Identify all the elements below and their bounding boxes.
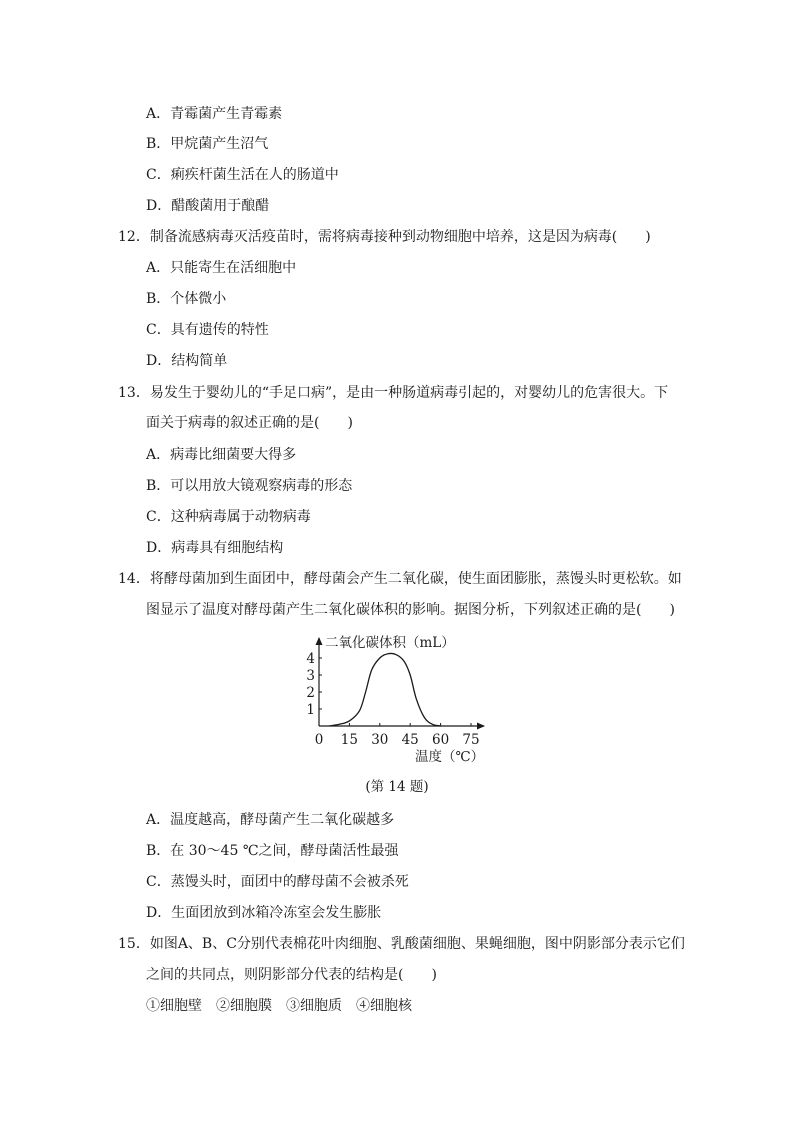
q11-option-d: D．醋酸菌用于酿醋 bbox=[146, 198, 270, 214]
y-tick-label: 2 bbox=[306, 685, 315, 701]
q11-option-c: C．痢疾杆菌生活在人的肠道中 bbox=[146, 167, 339, 183]
co2-temperature-chart bbox=[300, 628, 500, 770]
x-tick-label: 45 bbox=[401, 732, 419, 748]
q13-option-d: D．病毒具有细胞结构 bbox=[146, 540, 284, 556]
x-axis-arrow bbox=[477, 723, 485, 730]
q13-option-a: A．病毒比细菌要大得多 bbox=[146, 447, 297, 463]
y-tick-label: 1 bbox=[306, 702, 315, 718]
x-tick-label: 0 bbox=[314, 732, 324, 748]
x-tick-label: 75 bbox=[462, 732, 480, 748]
x-tick-label: 15 bbox=[340, 732, 358, 748]
chart-xlabel: 温度（℃） bbox=[415, 749, 485, 765]
q12-option-a: A．只能寄生在活细胞中 bbox=[146, 260, 297, 276]
q13-option-b: B．可以用放大镜观察病毒的形态 bbox=[146, 478, 353, 494]
q13-stem-line2: 面关于病毒的叙述正确的是( ) bbox=[146, 415, 353, 431]
q12-stem: 12．制备流感病毒灭活疫苗时，需将病毒接种到动物细胞中培养，这是因为病毒( ) bbox=[118, 229, 651, 245]
q13-stem-line1: 13．易发生于婴幼儿的“手足口病”，是由一种肠道病毒引起的，对婴幼儿的危害很大。下 bbox=[118, 385, 669, 401]
q14-stem-line2: 图显示了温度对酵母菌产生二氧化碳体积的影响。据图分析，下列叙述正确的是( ) bbox=[146, 602, 675, 618]
q14-option-c: C．蒸馒头时，面团中的酵母菌不会被杀死 bbox=[146, 874, 409, 890]
q14-option-a: A．温度越高，酵母菌产生二氧化碳越多 bbox=[146, 812, 395, 828]
chart-ticks bbox=[306, 651, 479, 748]
q11-option-a: A．青霉菌产生青霉素 bbox=[146, 106, 283, 122]
chart-lines bbox=[329, 653, 440, 726]
q14-option-b: B．在 30～45 ℃之间，酵母菌活性最强 bbox=[146, 843, 399, 859]
series-line-co2 bbox=[329, 653, 440, 726]
y-tick-label: 4 bbox=[306, 651, 315, 667]
q13-option-c: C．这种病毒属于动物病毒 bbox=[146, 509, 311, 525]
q14-figure-caption: (第 14 题) bbox=[365, 779, 429, 795]
q15-stem-line2: 之间的共同点，则阴影部分代表的结构是( ) bbox=[146, 967, 437, 983]
q12-option-b: B．个体微小 bbox=[146, 291, 227, 307]
q14-option-d: D．生面团放到冰箱冷冻室会发生膨胀 bbox=[146, 905, 382, 921]
y-tick-label: 3 bbox=[306, 668, 315, 684]
q14-stem-line1: 14．将酵母菌加到生面团中，酵母菌会产生二氧化碳，使生面团膨胀，蒸馒头时更松软。如 bbox=[118, 571, 682, 587]
q12-option-d: D．结构简单 bbox=[146, 353, 228, 369]
chart-ylabel: 二氧化碳体积（mL） bbox=[325, 635, 455, 651]
x-tick-label: 60 bbox=[432, 732, 450, 748]
x-tick-label: 30 bbox=[371, 732, 389, 748]
q11-option-b: B．甲烷菌产生沼气 bbox=[146, 136, 269, 152]
q15-stem-line1: 15．如图A、B、C分别代表棉花叶肉细胞、乳酸菌细胞、果蝇细胞，图中阴影部分表示它们 bbox=[118, 936, 685, 952]
q15-choices: ①细胞壁 ②细胞膜 ③细胞质 ④细胞核 bbox=[146, 998, 412, 1014]
q12-option-c: C．具有遗传的特性 bbox=[146, 322, 269, 338]
y-axis-arrow bbox=[316, 637, 323, 645]
